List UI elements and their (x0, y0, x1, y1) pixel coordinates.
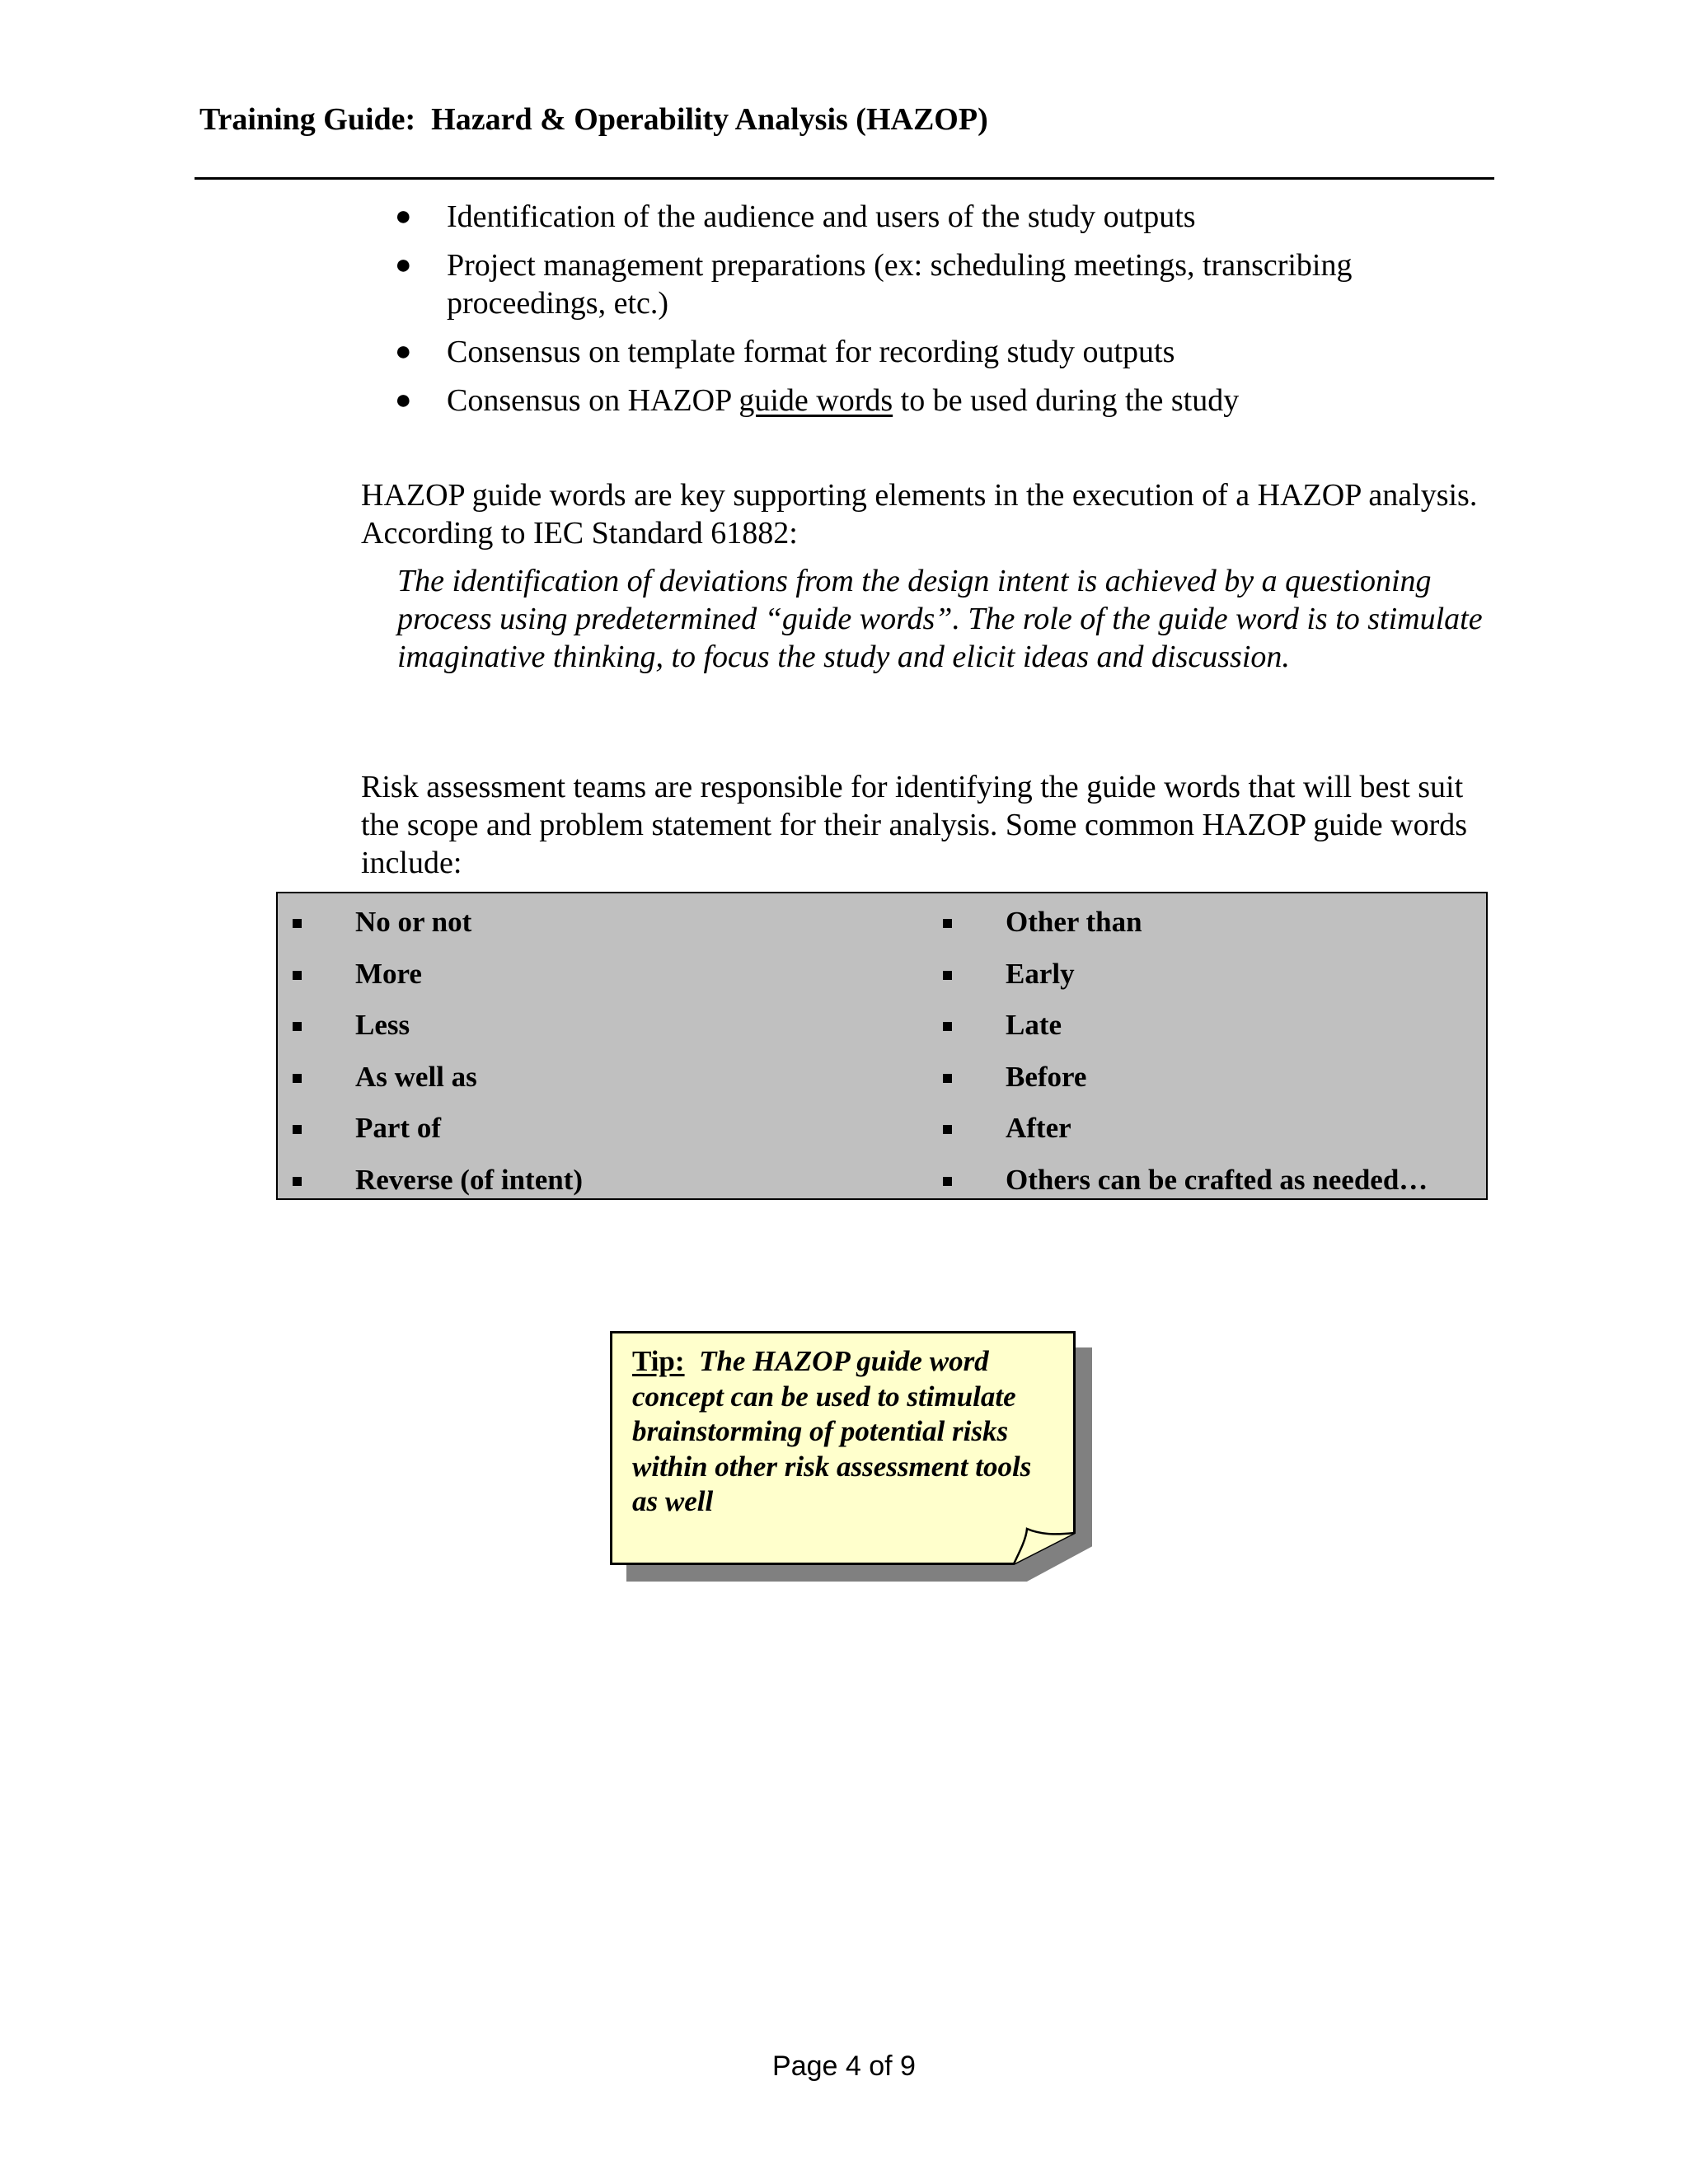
guide-word-item (943, 954, 1428, 1005)
guide-words-left-column (293, 902, 583, 1211)
list-item-text-before: Consensus on HAZOP (447, 383, 739, 418)
page-number: Page 4 of 9 (772, 2050, 916, 2082)
guide-word-item (943, 902, 1428, 954)
guide-word-item (293, 954, 583, 1005)
risk-teams-paragraph: Risk assessment teams are responsible for identifying the guide words that will best suit the scope and problem statement for their analysis. Some common HAZOP guide words include: (361, 770, 1468, 880)
tip-body: The HAZOP guide word concept can be used to stimulate brainstorming of potential risks within other risk assessment tools as well (632, 1345, 1032, 1517)
list-item-text-after: to be used during the study (893, 383, 1240, 418)
bullet-dot-icon: ● (395, 250, 412, 280)
page-header-title: Training Guide: Hazard & Operability Analysis (HAZOP) (199, 102, 988, 137)
square-bullet-icon (943, 1022, 952, 1031)
square-bullet-icon (943, 919, 952, 928)
bullet-dot-icon: ● (395, 201, 412, 232)
square-bullet-icon (293, 919, 302, 928)
guide-words-right-column (943, 902, 1428, 1211)
guide-word-text: Part of (355, 1112, 441, 1144)
square-bullet-icon (293, 971, 302, 980)
guide-word-item (293, 1057, 583, 1108)
list-item (395, 246, 1452, 322)
guide-word-text: More (355, 957, 422, 990)
preparation-bullet-list (395, 198, 1452, 430)
iec-standard-quote: The identification of deviations from the design intent is achieved by a questioning process using predetermined “guide words”. The role of the guide word is to stimulate imaginative thinking, to focus the study and elicit ideas and discussion. (397, 564, 1483, 674)
guide-word-text: No or not (355, 906, 472, 938)
guide-word-item (293, 1160, 583, 1212)
square-bullet-icon (943, 971, 952, 980)
sticky-note-icon (610, 1331, 1076, 1565)
guide-word-text: Less (355, 1009, 410, 1041)
square-bullet-icon (943, 1177, 952, 1186)
guide-word-text: Other than (1006, 906, 1142, 938)
guide-word-item (293, 902, 583, 954)
guide-word-text: Before (1006, 1060, 1087, 1093)
square-bullet-icon (943, 1074, 952, 1083)
bullet-dot-icon: ● (395, 385, 412, 415)
guide-word-text: Early (1006, 957, 1075, 990)
guide-word-item (943, 1160, 1428, 1212)
list-item-text: Identification of the audience and users of the study outputs (447, 199, 1196, 234)
guide-words-link[interactable]: guide words (738, 383, 893, 418)
list-item (395, 198, 1452, 236)
guide-word-text: Others can be crafted as needed… (1006, 1163, 1428, 1196)
square-bullet-icon (293, 1125, 302, 1134)
guide-word-item (943, 1108, 1428, 1160)
list-item-text: Consensus on template format for recording study outputs (447, 335, 1175, 369)
guide-word-item (943, 1005, 1428, 1057)
guide-word-text: As well as (355, 1060, 477, 1093)
guide-word-text: Reverse (of intent) (355, 1163, 584, 1196)
guide-word-text: Late (1006, 1009, 1062, 1041)
list-item (395, 333, 1452, 371)
bullet-dot-icon: ● (395, 336, 412, 367)
square-bullet-icon (293, 1177, 302, 1186)
list-item (395, 382, 1452, 419)
guide-words-box (276, 892, 1488, 1200)
square-bullet-icon (293, 1074, 302, 1083)
square-bullet-icon (943, 1125, 952, 1134)
guide-word-item (293, 1108, 583, 1160)
guide-word-text: After (1006, 1112, 1071, 1144)
guide-word-item (293, 1005, 583, 1057)
tip-label: Tip: (632, 1345, 685, 1377)
guide-words-intro-paragraph: HAZOP guide words are key supporting elements in the execution of a HAZOP analysis. According to IEC Standard 61882: (361, 478, 1478, 551)
header-divider (195, 177, 1494, 180)
tip-callout (610, 1331, 1092, 1582)
list-item-text: Project management preparations (ex: scheduling meetings, transcribing proceedings, etc.) (447, 248, 1353, 321)
guide-word-item (943, 1057, 1428, 1108)
square-bullet-icon (293, 1022, 302, 1031)
tip-text-block (632, 1344, 1061, 1520)
